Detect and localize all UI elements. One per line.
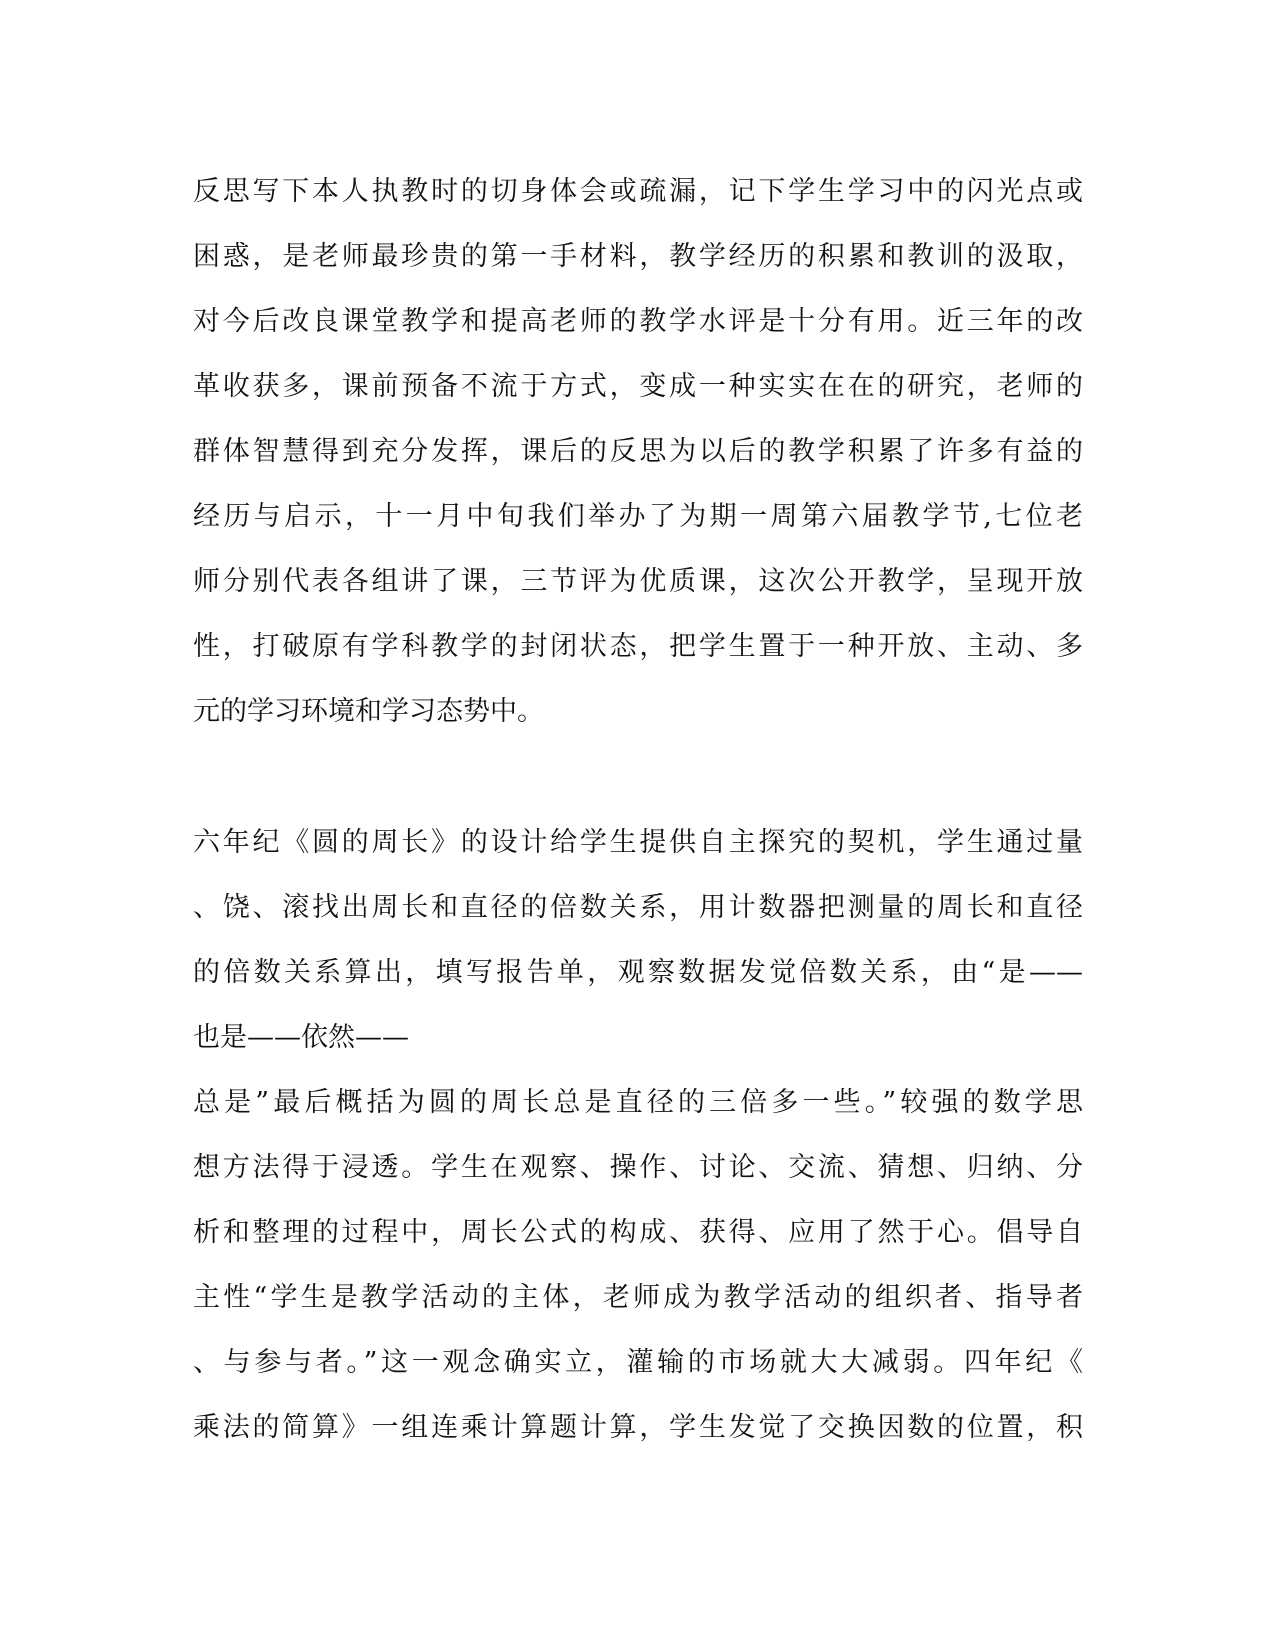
text-line: 、饶、滚找出周长和直径的倍数关系，用计数器把测量的周长和直径 xyxy=(193,892,1083,923)
text-line: 革收获多，课前预备不流于方式，变成一种实实在在的研究，老师的 xyxy=(193,371,1083,402)
text-line: 也是——依然—— xyxy=(193,1022,409,1053)
text-line: 六年纪《圆的周长》的设计给学生提供自主探究的契机，学生通过量 xyxy=(193,827,1083,858)
text-line: 反思写下本人执教时的切身体会或疏漏，记下学生学习中的闪光点或 xyxy=(193,176,1083,207)
paragraph-reflection xyxy=(193,159,1083,744)
text-line: 元的学习环境和学习态势中。 xyxy=(193,696,544,727)
text-line: 师分别代表各组讲了课，三节评为优质课，这次公开教学，呈现开放 xyxy=(193,566,1083,597)
text-line: 群体智慧得到充分发挥，课后的反思为以后的教学积累了许多有益的 xyxy=(193,436,1083,467)
text-line: 乘法的简算》一组连乘计算题计算，学生发觉了交换因数的位置，积 xyxy=(193,1412,1083,1443)
text-line: 主性“学生是教学活动的主体，老师成为教学活动的组织者、指导者 xyxy=(193,1282,1083,1313)
text-line: 的倍数关系算出，填写报告单，观察数据发觉倍数关系，由“是—— xyxy=(193,957,1083,988)
text-line: 析和整理的过程中，周长公式的构成、获得、应用了然于心。倡导自 xyxy=(193,1217,1083,1248)
text-line: 经历与启示，十一月中旬我们举办了为期一周第六届教学节,七位老 xyxy=(193,501,1083,532)
text-line: 总是”最后概括为圆的周长总是直径的三倍多一些。”较强的数学思 xyxy=(193,1087,1083,1118)
text-line: 性，打破原有学科教学的封闭状态，把学生置于一种开放、主动、多 xyxy=(193,631,1083,662)
text-line: 对今后改良课堂教学和提高老师的教学水评是十分有用。近三年的改 xyxy=(193,306,1083,337)
paragraph-circle-lesson xyxy=(193,810,1083,1460)
text-line: 、与参与者。”这一观念确实立，灌输的市场就大大减弱。四年纪《 xyxy=(193,1347,1083,1378)
text-line: 想方法得于浸透。学生在观察、操作、讨论、交流、猜想、归纳、分 xyxy=(193,1152,1083,1183)
text-line: 困惑，是老师最珍贵的第一手材料，教学经历的积累和教训的汲取， xyxy=(193,241,1083,272)
